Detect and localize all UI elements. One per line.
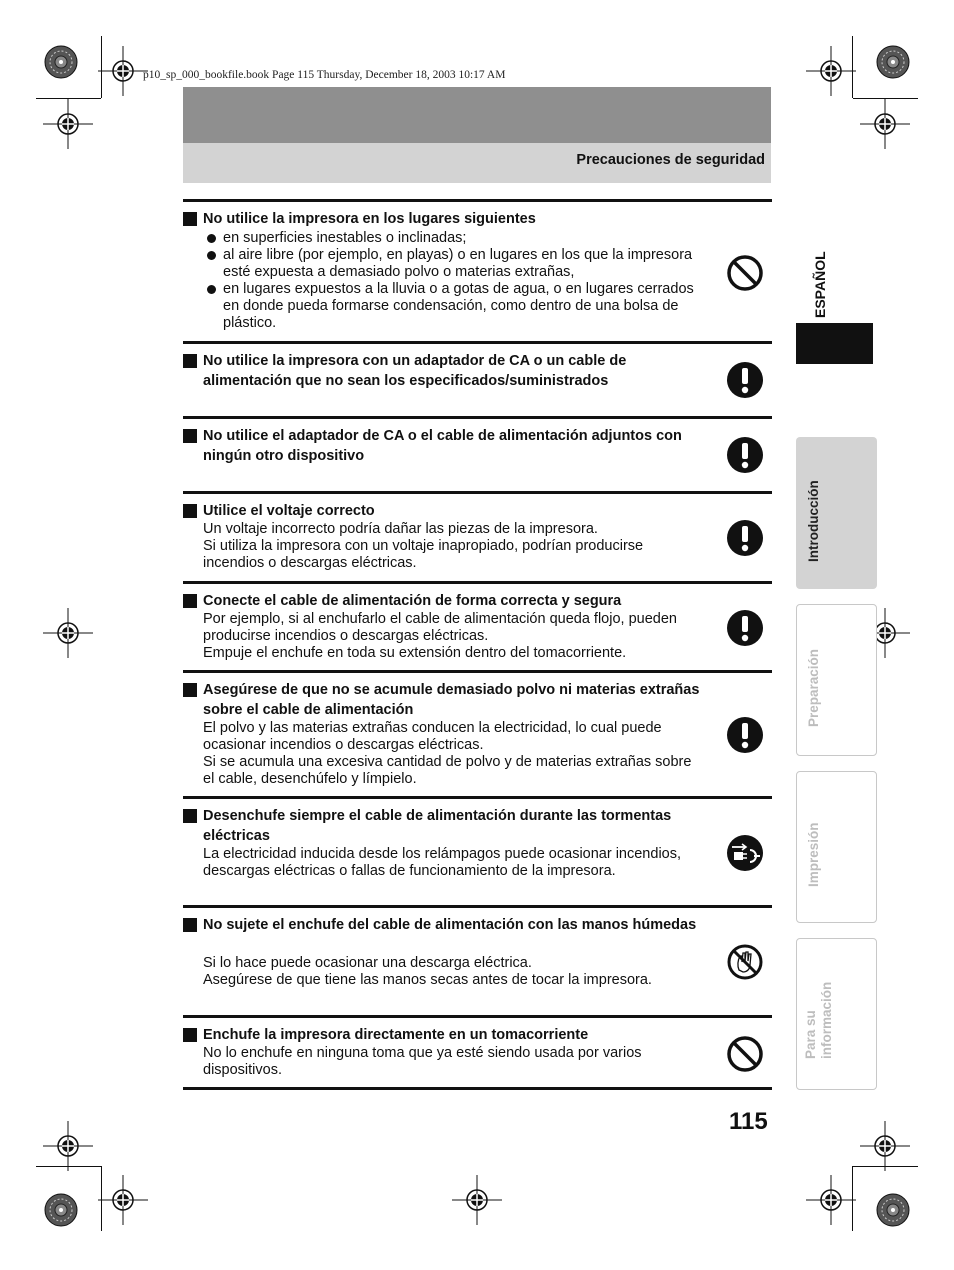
registration-target-icon	[43, 608, 93, 658]
tab-introduccion[interactable]	[796, 437, 877, 589]
precaution-heading: Utilice el voltaje correcto	[183, 501, 703, 521]
precaution-heading: No utilice el adaptador de CA o el cable de alimentación adjuntos con ningún otro dispositivo	[183, 426, 703, 466]
bullet-square-icon	[183, 594, 197, 608]
registration-target-icon	[98, 46, 148, 96]
precaution-item	[183, 416, 772, 491]
tab-label: Para su	[803, 1010, 818, 1059]
mandatory-icon	[726, 716, 764, 754]
registration-target-icon	[43, 1121, 93, 1171]
list-item: al aire libre (por ejemplo, en playas) o en lugares en los que la impresora esté expuesta a demasiado polvo o materias extrañas,	[203, 247, 701, 281]
precaution-body	[203, 846, 701, 880]
precaution-text: La electricidad inducida desde los relámpagos puede ocasionar incendios, descargas eléctricas o fallas de funcionamiento de la impresora.	[203, 846, 682, 879]
registration-target-icon	[43, 99, 93, 149]
mandatory-icon	[726, 519, 764, 557]
precaution-body	[203, 611, 701, 662]
color-wheel-icon	[44, 1193, 78, 1227]
precaution-text: Por ejemplo, si al enchufarlo el cable de alimentación queda flojo, pueden producirse incendios o descargas eléctricas.	[203, 611, 677, 644]
precaution-heading: Desenchufe siempre el cable de alimentación durante las tormentas eléctricas	[183, 806, 703, 846]
precaution-heading: No utilice la impresora con un adaptador de CA o un cable de alimentación que no sean los especificados/suministrados	[183, 351, 703, 391]
language-marker	[796, 323, 873, 364]
mandatory-icon	[726, 609, 764, 647]
precaution-text: El polvo y las materias extrañas conducen la electricidad, lo cual puede ocasionar incendios o descargas eléctricas.	[203, 720, 662, 753]
precaution-item	[183, 670, 772, 796]
precaution-body	[203, 955, 701, 989]
precaution-heading: Asegúrese de que no se acumule demasiado polvo ni materias extrañas sobre el cable de alimentación	[183, 680, 703, 720]
print-file-header: p10_sp_000_bookfile.book Page 115 Thursday, December 18, 2003 10:17 AM	[143, 69, 506, 81]
unplug-icon	[726, 834, 764, 872]
precaution-heading: No sujete el enchufe del cable de alimentación con las manos húmedas	[183, 915, 703, 935]
no-wet-hands-icon	[726, 943, 764, 981]
bullet-square-icon	[183, 354, 197, 368]
registration-target-icon	[806, 1175, 856, 1225]
precaution-item	[183, 199, 772, 341]
tab-label: Preparación	[806, 648, 821, 727]
precautions-list	[183, 199, 772, 1090]
registration-target-icon	[452, 1175, 502, 1225]
color-wheel-icon	[876, 45, 910, 79]
registration-target-icon	[806, 46, 856, 96]
precaution-text: Si utiliza la impresora con un voltaje inapropiado, podrían producirse incendios o descargas eléctricas.	[203, 538, 644, 571]
precaution-body	[203, 1045, 701, 1079]
precaution-item	[183, 796, 772, 905]
precaution-text: Si lo hace puede ocasionar una descarga eléctrica.	[203, 955, 532, 971]
mandatory-icon	[726, 361, 764, 399]
prohibited-icon	[726, 1035, 764, 1073]
precaution-text: Asegúrese de que tiene las manos secas antes de tocar la impresora.	[203, 972, 652, 988]
section-title: Precauciones de seguridad	[576, 152, 765, 168]
precaution-item	[183, 1015, 772, 1090]
bullet-square-icon	[183, 212, 197, 226]
section-title-band	[183, 143, 771, 183]
tab-label: Impresión	[806, 822, 821, 887]
bullet-square-icon	[183, 809, 197, 823]
tab-impresion[interactable]	[796, 771, 877, 923]
tab-label: Introducción	[806, 480, 821, 562]
precaution-text: Empuje el enchufe en toda su extensión dentro del tomacorriente.	[203, 645, 627, 661]
precaution-heading: No utilice la impresora en los lugares siguientes	[183, 209, 703, 229]
bullet-square-icon	[183, 429, 197, 443]
precaution-body	[203, 521, 701, 572]
bullet-square-icon	[183, 504, 197, 518]
precaution-heading: Conecte el cable de alimentación de forma correcta y segura	[183, 591, 703, 611]
color-wheel-icon	[876, 1193, 910, 1227]
page-number: 115	[729, 1108, 768, 1135]
precaution-item	[183, 341, 772, 416]
mandatory-icon	[726, 436, 764, 474]
precaution-body	[203, 230, 701, 332]
list-item: en lugares expuestos a la lluvia o a gotas de agua, o en lugares cerrados en donde pueda formarse condensación, como dentro de una bolsa de plástico.	[203, 281, 701, 332]
precaution-body	[203, 720, 701, 788]
precaution-item	[183, 491, 772, 581]
precaution-heading: Enchufe la impresora directamente en un tomacorriente	[183, 1025, 703, 1045]
tab-label: información	[819, 981, 834, 1059]
precaution-text: No lo enchufe en ninguna toma que ya esté siendo usada por varios dispositivos.	[203, 1045, 642, 1078]
precaution-item	[183, 905, 772, 1015]
registration-target-icon	[98, 1175, 148, 1225]
header-band	[183, 87, 771, 143]
precaution-text: Si se acumula una excesiva cantidad de polvo y de materias extrañas sobre el cable, desenchúfelo y límpielo.	[203, 754, 692, 787]
bullet-square-icon	[183, 683, 197, 697]
registration-target-icon	[860, 1121, 910, 1171]
precaution-text: Un voltaje incorrecto podría dañar las piezas de la impresora.	[203, 521, 598, 537]
bullet-square-icon	[183, 918, 197, 932]
precaution-item	[183, 581, 772, 670]
tab-para-su-informacion[interactable]	[796, 938, 877, 1090]
color-wheel-icon	[44, 45, 78, 79]
prohibited-icon	[726, 254, 764, 292]
registration-target-icon	[860, 99, 910, 149]
bullet-square-icon	[183, 1028, 197, 1042]
list-item: en superficies inestables o inclinadas;	[203, 230, 701, 247]
tab-preparacion[interactable]	[796, 604, 877, 756]
